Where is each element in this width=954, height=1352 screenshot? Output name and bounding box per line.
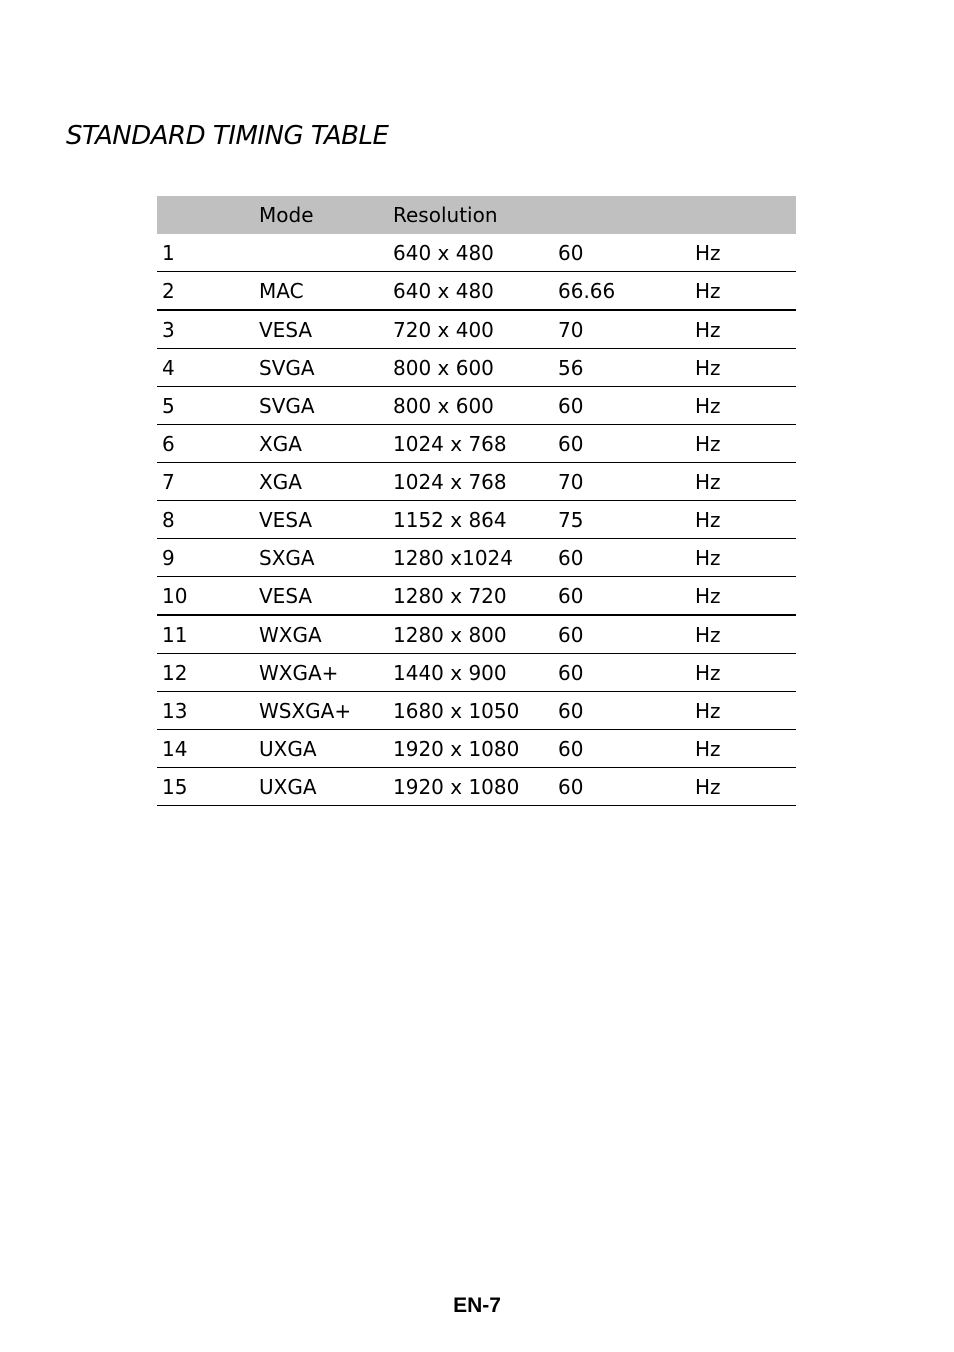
- row-number: 3: [157, 310, 254, 349]
- table-row: [157, 615, 796, 654]
- row-resolution: 800 x 600: [388, 349, 553, 387]
- row-number: 5: [157, 387, 254, 425]
- row-resolution: 1680 x 1050: [388, 692, 553, 730]
- row-mode: [254, 234, 388, 272]
- row-resolution: 1280 x 800: [388, 615, 553, 654]
- header-mode: Mode: [254, 196, 388, 234]
- row-mode: WXGA: [254, 615, 388, 654]
- table-row: [157, 310, 796, 349]
- row-resolution: 640 x 480: [388, 234, 553, 272]
- row-unit: Hz: [690, 692, 796, 730]
- row-mode: XGA: [254, 425, 388, 463]
- table-row: [157, 272, 796, 311]
- row-mode: VESA: [254, 310, 388, 349]
- row-unit: Hz: [690, 768, 796, 806]
- row-resolution: 1280 x 720: [388, 577, 553, 616]
- table-row: [157, 349, 796, 387]
- row-mode: WXGA+: [254, 654, 388, 692]
- row-refresh-rate: 60: [553, 425, 690, 463]
- row-mode: UXGA: [254, 730, 388, 768]
- row-unit: Hz: [690, 615, 796, 654]
- row-number: 11: [157, 615, 254, 654]
- table-row: [157, 234, 796, 272]
- row-resolution: 1024 x 768: [388, 425, 553, 463]
- row-number: 1: [157, 234, 254, 272]
- row-unit: Hz: [690, 425, 796, 463]
- row-number: 6: [157, 425, 254, 463]
- row-unit: Hz: [690, 387, 796, 425]
- table-row: [157, 387, 796, 425]
- row-refresh-rate: 60: [553, 654, 690, 692]
- row-refresh-rate: 60: [553, 577, 690, 616]
- header-refresh-rate: [553, 196, 690, 234]
- header-resolution: Resolution: [388, 196, 553, 234]
- table-row: [157, 539, 796, 577]
- table-row: [157, 654, 796, 692]
- row-refresh-rate: 60: [553, 539, 690, 577]
- row-resolution: 640 x 480: [388, 272, 553, 311]
- row-number: 9: [157, 539, 254, 577]
- row-mode: VESA: [254, 501, 388, 539]
- page-title: STANDARD TIMING TABLE: [66, 121, 389, 151]
- table-row: [157, 692, 796, 730]
- row-mode: VESA: [254, 577, 388, 616]
- row-mode: MAC: [254, 272, 388, 311]
- row-number: 7: [157, 463, 254, 501]
- row-refresh-rate: 60: [553, 234, 690, 272]
- row-resolution: 1024 x 768: [388, 463, 553, 501]
- page-number: EN-7: [453, 1294, 501, 1317]
- standard-timing-table: [157, 196, 796, 806]
- row-refresh-rate: 60: [553, 730, 690, 768]
- row-unit: Hz: [690, 463, 796, 501]
- table-row: [157, 730, 796, 768]
- table-row: [157, 425, 796, 463]
- row-refresh-rate: 56: [553, 349, 690, 387]
- row-refresh-rate: 70: [553, 310, 690, 349]
- row-resolution: 1280 x1024: [388, 539, 553, 577]
- row-unit: Hz: [690, 577, 796, 616]
- row-refresh-rate: 60: [553, 768, 690, 806]
- table-row: [157, 768, 796, 806]
- row-unit: Hz: [690, 310, 796, 349]
- row-mode: UXGA: [254, 768, 388, 806]
- row-number: 12: [157, 654, 254, 692]
- row-number: 8: [157, 501, 254, 539]
- row-refresh-rate: 66.66: [553, 272, 690, 311]
- row-resolution: 1440 x 900: [388, 654, 553, 692]
- row-mode: SVGA: [254, 387, 388, 425]
- row-refresh-rate: 60: [553, 387, 690, 425]
- row-unit: Hz: [690, 349, 796, 387]
- row-resolution: 1920 x 1080: [388, 768, 553, 806]
- row-refresh-rate: 60: [553, 615, 690, 654]
- table-row: [157, 501, 796, 539]
- row-number: 4: [157, 349, 254, 387]
- row-mode: SXGA: [254, 539, 388, 577]
- row-unit: Hz: [690, 539, 796, 577]
- row-number: 10: [157, 577, 254, 616]
- row-number: 13: [157, 692, 254, 730]
- row-mode: SVGA: [254, 349, 388, 387]
- row-number: 15: [157, 768, 254, 806]
- row-refresh-rate: 60: [553, 692, 690, 730]
- row-resolution: 1152 x 864: [388, 501, 553, 539]
- table-header-row: [157, 196, 796, 234]
- row-refresh-rate: 75: [553, 501, 690, 539]
- row-unit: Hz: [690, 654, 796, 692]
- row-resolution: 1920 x 1080: [388, 730, 553, 768]
- row-refresh-rate: 70: [553, 463, 690, 501]
- row-unit: Hz: [690, 501, 796, 539]
- table-row: [157, 577, 796, 616]
- header-unit: [690, 196, 796, 234]
- row-number: 14: [157, 730, 254, 768]
- header-number: [157, 196, 254, 234]
- row-unit: Hz: [690, 234, 796, 272]
- row-mode: XGA: [254, 463, 388, 501]
- row-resolution: 720 x 400: [388, 310, 553, 349]
- row-number: 2: [157, 272, 254, 311]
- row-resolution: 800 x 600: [388, 387, 553, 425]
- row-mode: WSXGA+: [254, 692, 388, 730]
- row-unit: Hz: [690, 272, 796, 311]
- row-unit: Hz: [690, 730, 796, 768]
- table-row: [157, 463, 796, 501]
